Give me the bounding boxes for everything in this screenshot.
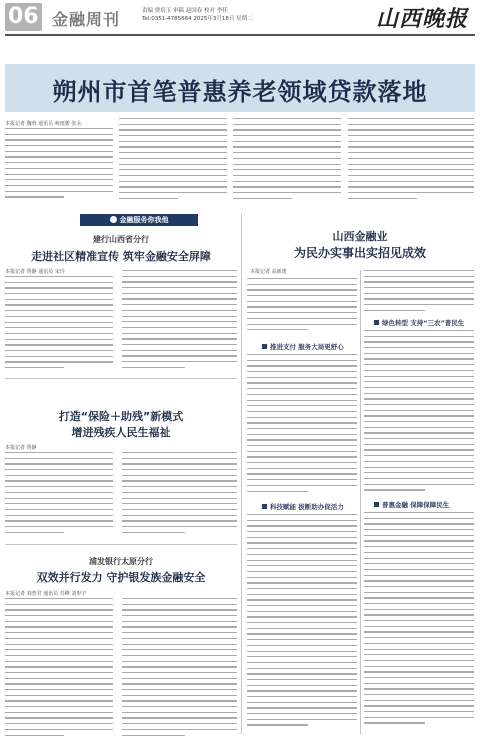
- shanxi-story-text-col2-mid: [364, 330, 474, 498]
- shanxi-story-text-col1-top: [247, 278, 357, 338]
- pufa-story-kicker: 浦发银行太原分行: [89, 557, 153, 566]
- main-story-text-col3: [233, 118, 341, 210]
- shanxi-sub-heading-4: 普惠金融 保障保障民生: [374, 500, 449, 509]
- disabled-story-headline-line1: 打造“保险＋助残”新模式: [58, 410, 184, 423]
- main-headline: 朔州市首笔普惠养老领域贷款落地: [52, 78, 428, 106]
- building-story-text-col1: [5, 276, 113, 372]
- shanxi-story-headline: 为民办实事出实招见成效: [293, 246, 426, 260]
- shanxi-sub-heading-2: 科技赋能 拔断助办促活力: [262, 502, 344, 511]
- column-divider: [241, 214, 242, 734]
- main-story-byline: 本报记者 魏蓉 通讯员 师雨骏 张永: [5, 121, 82, 127]
- header-meta: [142, 7, 253, 23]
- header-rule: [5, 34, 475, 36]
- disabled-story-text-col2: [122, 452, 237, 538]
- building-story-kicker: 建行山西省分行: [93, 235, 149, 244]
- page-number: 06: [5, 3, 42, 31]
- gear-icon: [110, 216, 117, 223]
- shanxi-story-kicker: 山西金融业: [332, 230, 388, 243]
- pufa-story-headline: 双效并行发力 守护银发族金融安全: [36, 571, 206, 584]
- shanxi-story-text-col2-top: [364, 270, 474, 314]
- paper-logo: 山西晚报: [375, 6, 468, 32]
- shanxi-story-text-col1-mid: [247, 354, 357, 500]
- column-divider: [360, 270, 361, 734]
- shanxi-story-text-col1-bottom: [247, 514, 357, 738]
- pufa-story-text-col2: [122, 598, 237, 738]
- shanxi-story-byline: 本报记者 高新建: [250, 269, 287, 275]
- square-marker-icon: [262, 344, 267, 349]
- divider: [5, 378, 237, 379]
- square-marker-icon: [262, 504, 267, 509]
- masthead: [0, 0, 480, 36]
- shanxi-sub-heading-3: 绿色转型 支持“三农”普民生: [374, 318, 464, 327]
- disabled-story-text-col1: [5, 452, 113, 538]
- shanxi-story-text-col2-bottom: [364, 512, 474, 738]
- building-story-byline: 本报记者 鲁静 通讯员 宋玲: [5, 269, 65, 275]
- main-story-text-col1: [5, 128, 113, 210]
- header-meta-line2: Tel:0351-4785664 2025年3月18日 星期二: [142, 16, 253, 22]
- section-label: [80, 214, 198, 226]
- section-label-text: 金融服务你我他: [119, 216, 169, 224]
- pufa-story-text-col1: [5, 598, 113, 738]
- shanxi-sub-heading-1: 推进支付 服务大局更舒心: [262, 342, 344, 351]
- header-meta-line1: 责编 贾培玉 审稿 赵国春 校对 李佳: [142, 8, 228, 14]
- square-marker-icon: [374, 320, 379, 325]
- main-story-text-col4: [348, 118, 474, 210]
- disabled-story-headline-line2: 增进残疾人民生福祉: [71, 426, 171, 439]
- divider: [5, 544, 237, 545]
- section-title: 金融周刊: [52, 10, 121, 29]
- building-story-headline: 走进社区精准宣传 筑牢金融安全屏障: [31, 250, 211, 263]
- square-marker-icon: [374, 502, 379, 507]
- building-story-text-col2: [122, 270, 237, 372]
- main-story-text-col2: [119, 118, 227, 210]
- disabled-story-byline: 本报记者 鲁静: [5, 445, 37, 451]
- pufa-story-byline: 本报记者 刘普君 通讯员 苏峰 刘形宇: [5, 591, 87, 597]
